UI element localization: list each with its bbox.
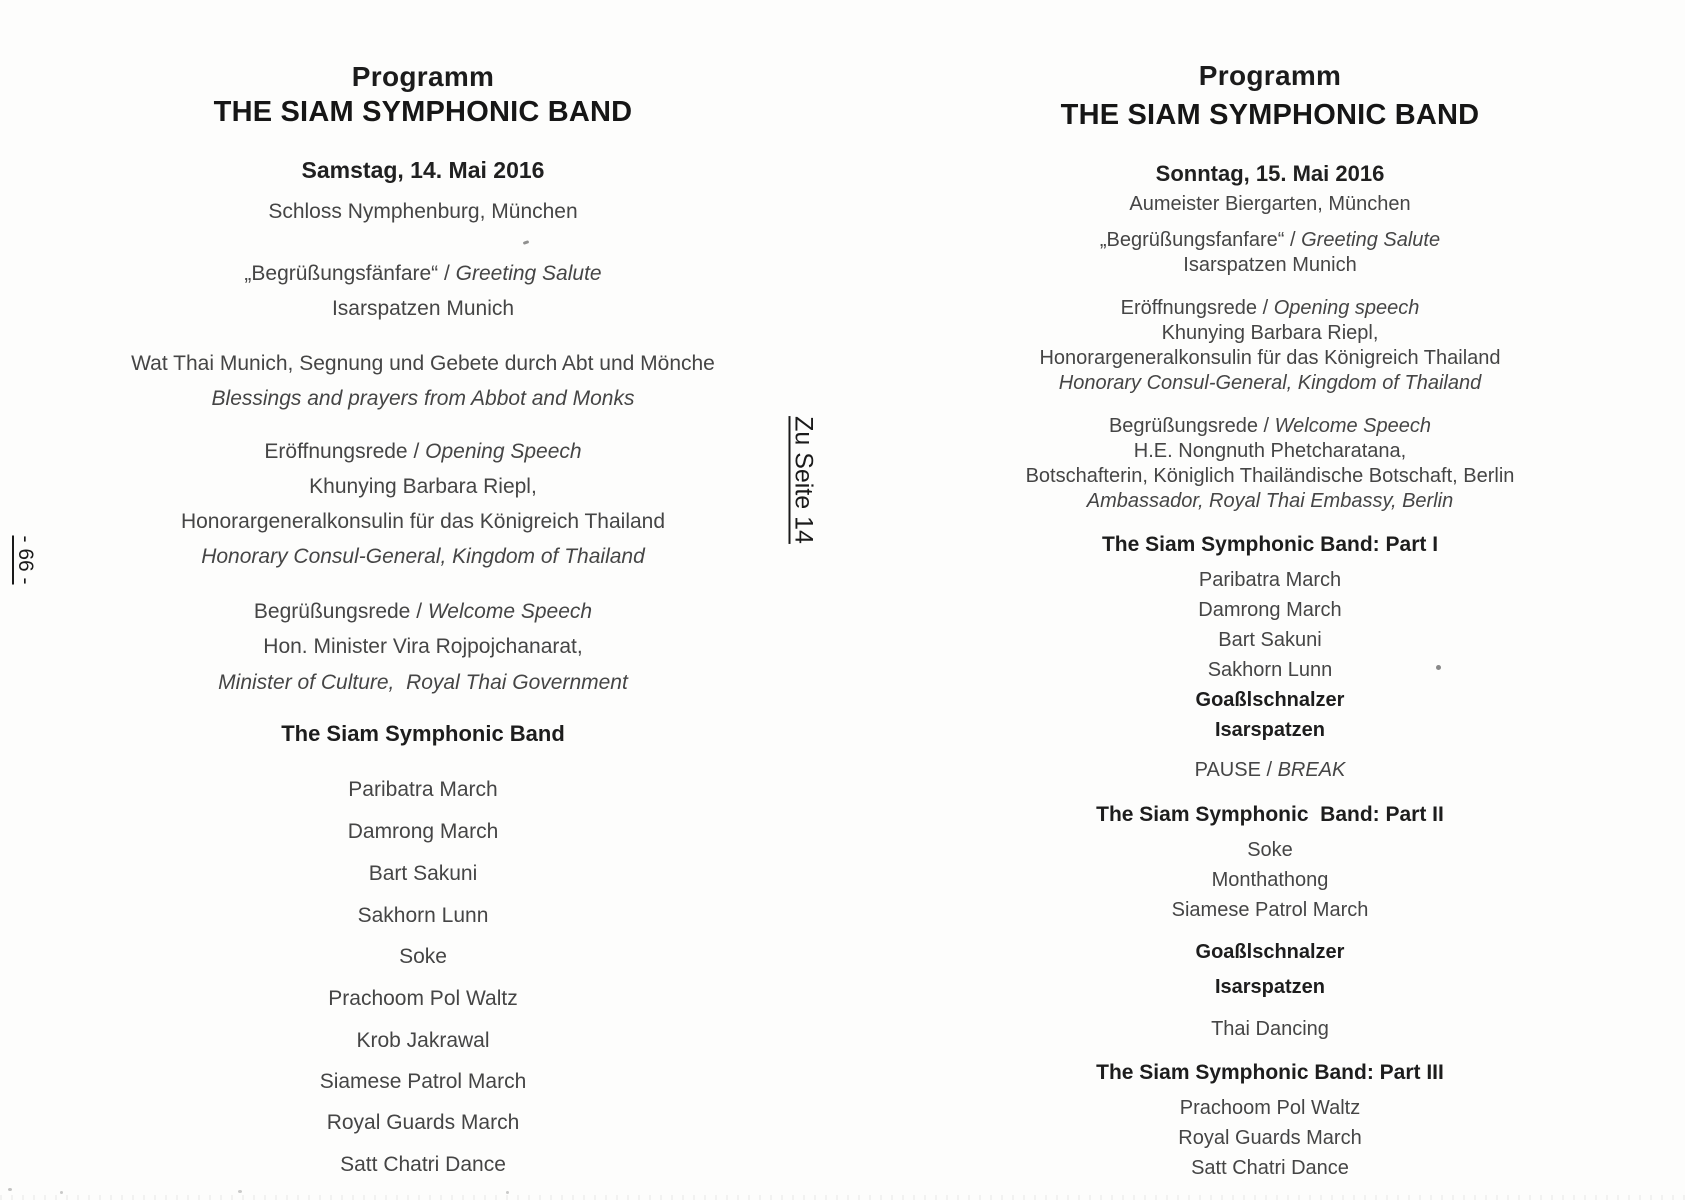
text-segment: Isarspatzen xyxy=(1214,976,1326,998)
italic-text-segment: Opening Speech xyxy=(425,440,582,463)
italic-text-segment: Greeting Salute xyxy=(1301,229,1441,251)
program-line xyxy=(0,260,846,287)
band-title xyxy=(0,94,846,130)
program-heading xyxy=(853,59,1685,93)
italic-text-segment: Opening speech xyxy=(1273,297,1420,319)
text-segment: Satt Chatri Dance xyxy=(340,1153,506,1176)
scan-speck xyxy=(1436,665,1441,670)
program-line xyxy=(0,669,846,696)
scan-speck xyxy=(8,1188,12,1191)
text-segment: Sonntag, 15. Mai 2016 xyxy=(1155,161,1385,186)
song-title xyxy=(0,1151,846,1178)
right-page xyxy=(853,0,1685,1200)
program-line xyxy=(0,598,846,625)
gutter-note: Zu Seite 14 xyxy=(789,416,818,544)
text-segment: Royal Guards March xyxy=(1178,1127,1362,1149)
text-segment: Wat Thai Munich, Segnung und Gebete durch Abt und Mönche xyxy=(131,352,715,375)
program-line xyxy=(853,464,1685,489)
text-segment: Begrüßungsrede / xyxy=(1108,415,1275,437)
program-line xyxy=(0,438,846,465)
song-title xyxy=(853,658,1685,683)
song-title xyxy=(853,1017,1685,1042)
italic-text-segment: Honorary Consul-General, Kingdom of Thailand xyxy=(1058,372,1482,394)
text-segment: The Siam Symphonic Band: Part III xyxy=(1096,1061,1444,1084)
text-segment: Samstag, 14. Mai 2016 xyxy=(301,157,545,183)
page-number: - 66 - xyxy=(14,535,37,585)
song-title xyxy=(0,1027,846,1054)
scan-speck xyxy=(60,1191,63,1194)
section-heading xyxy=(0,720,846,748)
song-title xyxy=(853,568,1685,593)
text-segment: THE SIAM SYMPHONIC BAND xyxy=(1060,99,1480,131)
scan-edge-noise xyxy=(0,1195,1685,1200)
text-segment: The Siam Symphonic Band: Part I xyxy=(1101,533,1439,556)
text-segment: Eröffnungsrede / xyxy=(264,440,426,463)
italic-text-segment: Blessings and prayers from Abbot and Monks xyxy=(211,387,635,410)
section-heading xyxy=(853,801,1685,828)
text-segment: Thai Dancing xyxy=(1211,1018,1329,1040)
program-line xyxy=(853,253,1685,278)
italic-text-segment: Greeting Salute xyxy=(455,262,602,285)
concert-date xyxy=(0,157,846,184)
text-segment: Bart Sakuni xyxy=(368,862,478,885)
program-line xyxy=(0,473,846,500)
text-segment: Hon. Minister Vira Rojpojchanarat, xyxy=(263,635,583,658)
song-title xyxy=(853,688,1685,713)
text-segment: Aumeister Biergarten, München xyxy=(1129,193,1411,215)
program-line xyxy=(0,633,846,660)
song-title xyxy=(853,868,1685,893)
left-page-lines xyxy=(0,60,846,1178)
program-line xyxy=(853,758,1685,783)
section-heading xyxy=(853,1059,1685,1086)
italic-text-segment: Honorary Consul-General, Kingdom of Thailand xyxy=(201,545,645,568)
text-segment: Goaßlschnalzer xyxy=(1195,689,1345,711)
text-segment: Sakhorn Lunn xyxy=(1207,659,1333,681)
text-segment: Royal Guards March xyxy=(326,1111,520,1134)
text-segment: Isarspatzen Munich xyxy=(1183,254,1357,276)
italic-text-segment: Minister of Culture, Royal Thai Government xyxy=(218,671,628,694)
text-segment: Krob Jakrawal xyxy=(356,1029,490,1052)
italic-text-segment: Ambassador, Royal Thai Embassy, Berlin xyxy=(1086,490,1454,512)
text-segment: Isarspatzen Munich xyxy=(331,297,515,320)
program-line xyxy=(853,489,1685,514)
program-line xyxy=(853,192,1685,217)
text-segment: Prachoom Pol Waltz xyxy=(328,987,518,1010)
program-line xyxy=(0,198,846,225)
song-title xyxy=(0,943,846,970)
song-title xyxy=(853,598,1685,623)
song-title xyxy=(853,975,1685,1000)
program-line xyxy=(0,385,846,412)
text-segment: Damrong March xyxy=(1198,599,1342,621)
right-page-lines xyxy=(853,59,1685,1181)
text-segment: Sakhorn Lunn xyxy=(357,904,489,927)
song-title xyxy=(853,628,1685,653)
text-segment: Bart Sakuni xyxy=(1218,629,1322,651)
song-title xyxy=(0,776,846,803)
program-line xyxy=(0,508,846,535)
song-title xyxy=(853,1156,1685,1181)
song-title xyxy=(0,1109,846,1136)
text-segment: Botschafterin, Königlich Thailändische Botschaft, Berlin xyxy=(1025,465,1515,487)
text-segment: H.E. Nongnuth Phetcharatana, xyxy=(1133,440,1407,462)
song-title xyxy=(0,860,846,887)
song-title xyxy=(853,718,1685,743)
song-title xyxy=(0,818,846,845)
scan-speck xyxy=(506,1191,509,1194)
text-segment: Paribatra March xyxy=(348,778,498,801)
text-segment: Damrong March xyxy=(347,820,499,843)
text-segment: „Begrüßungsfänfare“ / xyxy=(244,262,456,285)
program-line xyxy=(0,543,846,570)
text-segment: PAUSE / xyxy=(1194,759,1278,781)
text-segment: Soke xyxy=(399,945,447,968)
text-segment: Honorargeneralkonsulin für das Königreich Thailand xyxy=(180,510,666,533)
program-line xyxy=(853,228,1685,253)
text-segment: Goaßlschnalzer xyxy=(1195,941,1345,963)
text-segment: Soke xyxy=(1247,839,1293,861)
text-segment: Khunying Barbara Riepl, xyxy=(1161,322,1379,344)
song-title xyxy=(0,985,846,1012)
text-segment: Monthathong xyxy=(1211,869,1329,891)
song-title xyxy=(853,1126,1685,1151)
text-segment: Paribatra March xyxy=(1198,569,1342,591)
program-line xyxy=(853,321,1685,346)
program-heading xyxy=(0,60,846,94)
program-line xyxy=(853,371,1685,396)
italic-text-segment: BREAK xyxy=(1277,759,1346,781)
song-title xyxy=(853,838,1685,863)
scan-speck xyxy=(238,1190,242,1193)
text-segment: Honorargeneralkonsulin für das Königreich Thailand xyxy=(1039,347,1501,369)
text-segment: Schloss Nymphenburg, München xyxy=(268,200,578,223)
section-heading xyxy=(853,531,1685,558)
text-segment: Eröffnungsrede / xyxy=(1120,297,1274,319)
text-segment: Begrüßungsrede / xyxy=(253,600,428,623)
song-title xyxy=(0,902,846,929)
text-segment: „Begrüßungsfanfare“ / xyxy=(1099,229,1302,251)
song-title xyxy=(853,898,1685,923)
text-segment: Siamese Patrol March xyxy=(319,1070,527,1093)
text-segment: The Siam Symphonic Band xyxy=(281,721,565,746)
program-line xyxy=(853,414,1685,439)
band-title xyxy=(853,97,1685,133)
text-segment: THE SIAM SYMPHONIC BAND xyxy=(213,96,633,128)
song-title xyxy=(853,940,1685,965)
text-segment: Siamese Patrol March xyxy=(1171,899,1369,921)
program-line xyxy=(853,439,1685,464)
text-segment: Programm xyxy=(351,61,495,92)
concert-date xyxy=(853,161,1685,187)
italic-text-segment: Welcome Speech xyxy=(427,600,593,623)
text-segment: Khunying Barbara Riepl, xyxy=(309,475,537,498)
program-line xyxy=(0,350,846,377)
program-line xyxy=(853,296,1685,321)
text-segment: The Siam Symphonic Band: Part II xyxy=(1096,803,1444,826)
program-line xyxy=(0,295,846,322)
text-segment: Satt Chatri Dance xyxy=(1191,1157,1349,1179)
text-segment: Programm xyxy=(1198,60,1342,91)
song-title xyxy=(0,1068,846,1095)
text-segment: Prachoom Pol Waltz xyxy=(1179,1097,1361,1119)
song-title xyxy=(853,1096,1685,1121)
italic-text-segment: Welcome Speech xyxy=(1274,415,1432,437)
program-line xyxy=(853,346,1685,371)
text-segment: Isarspatzen xyxy=(1214,719,1326,741)
